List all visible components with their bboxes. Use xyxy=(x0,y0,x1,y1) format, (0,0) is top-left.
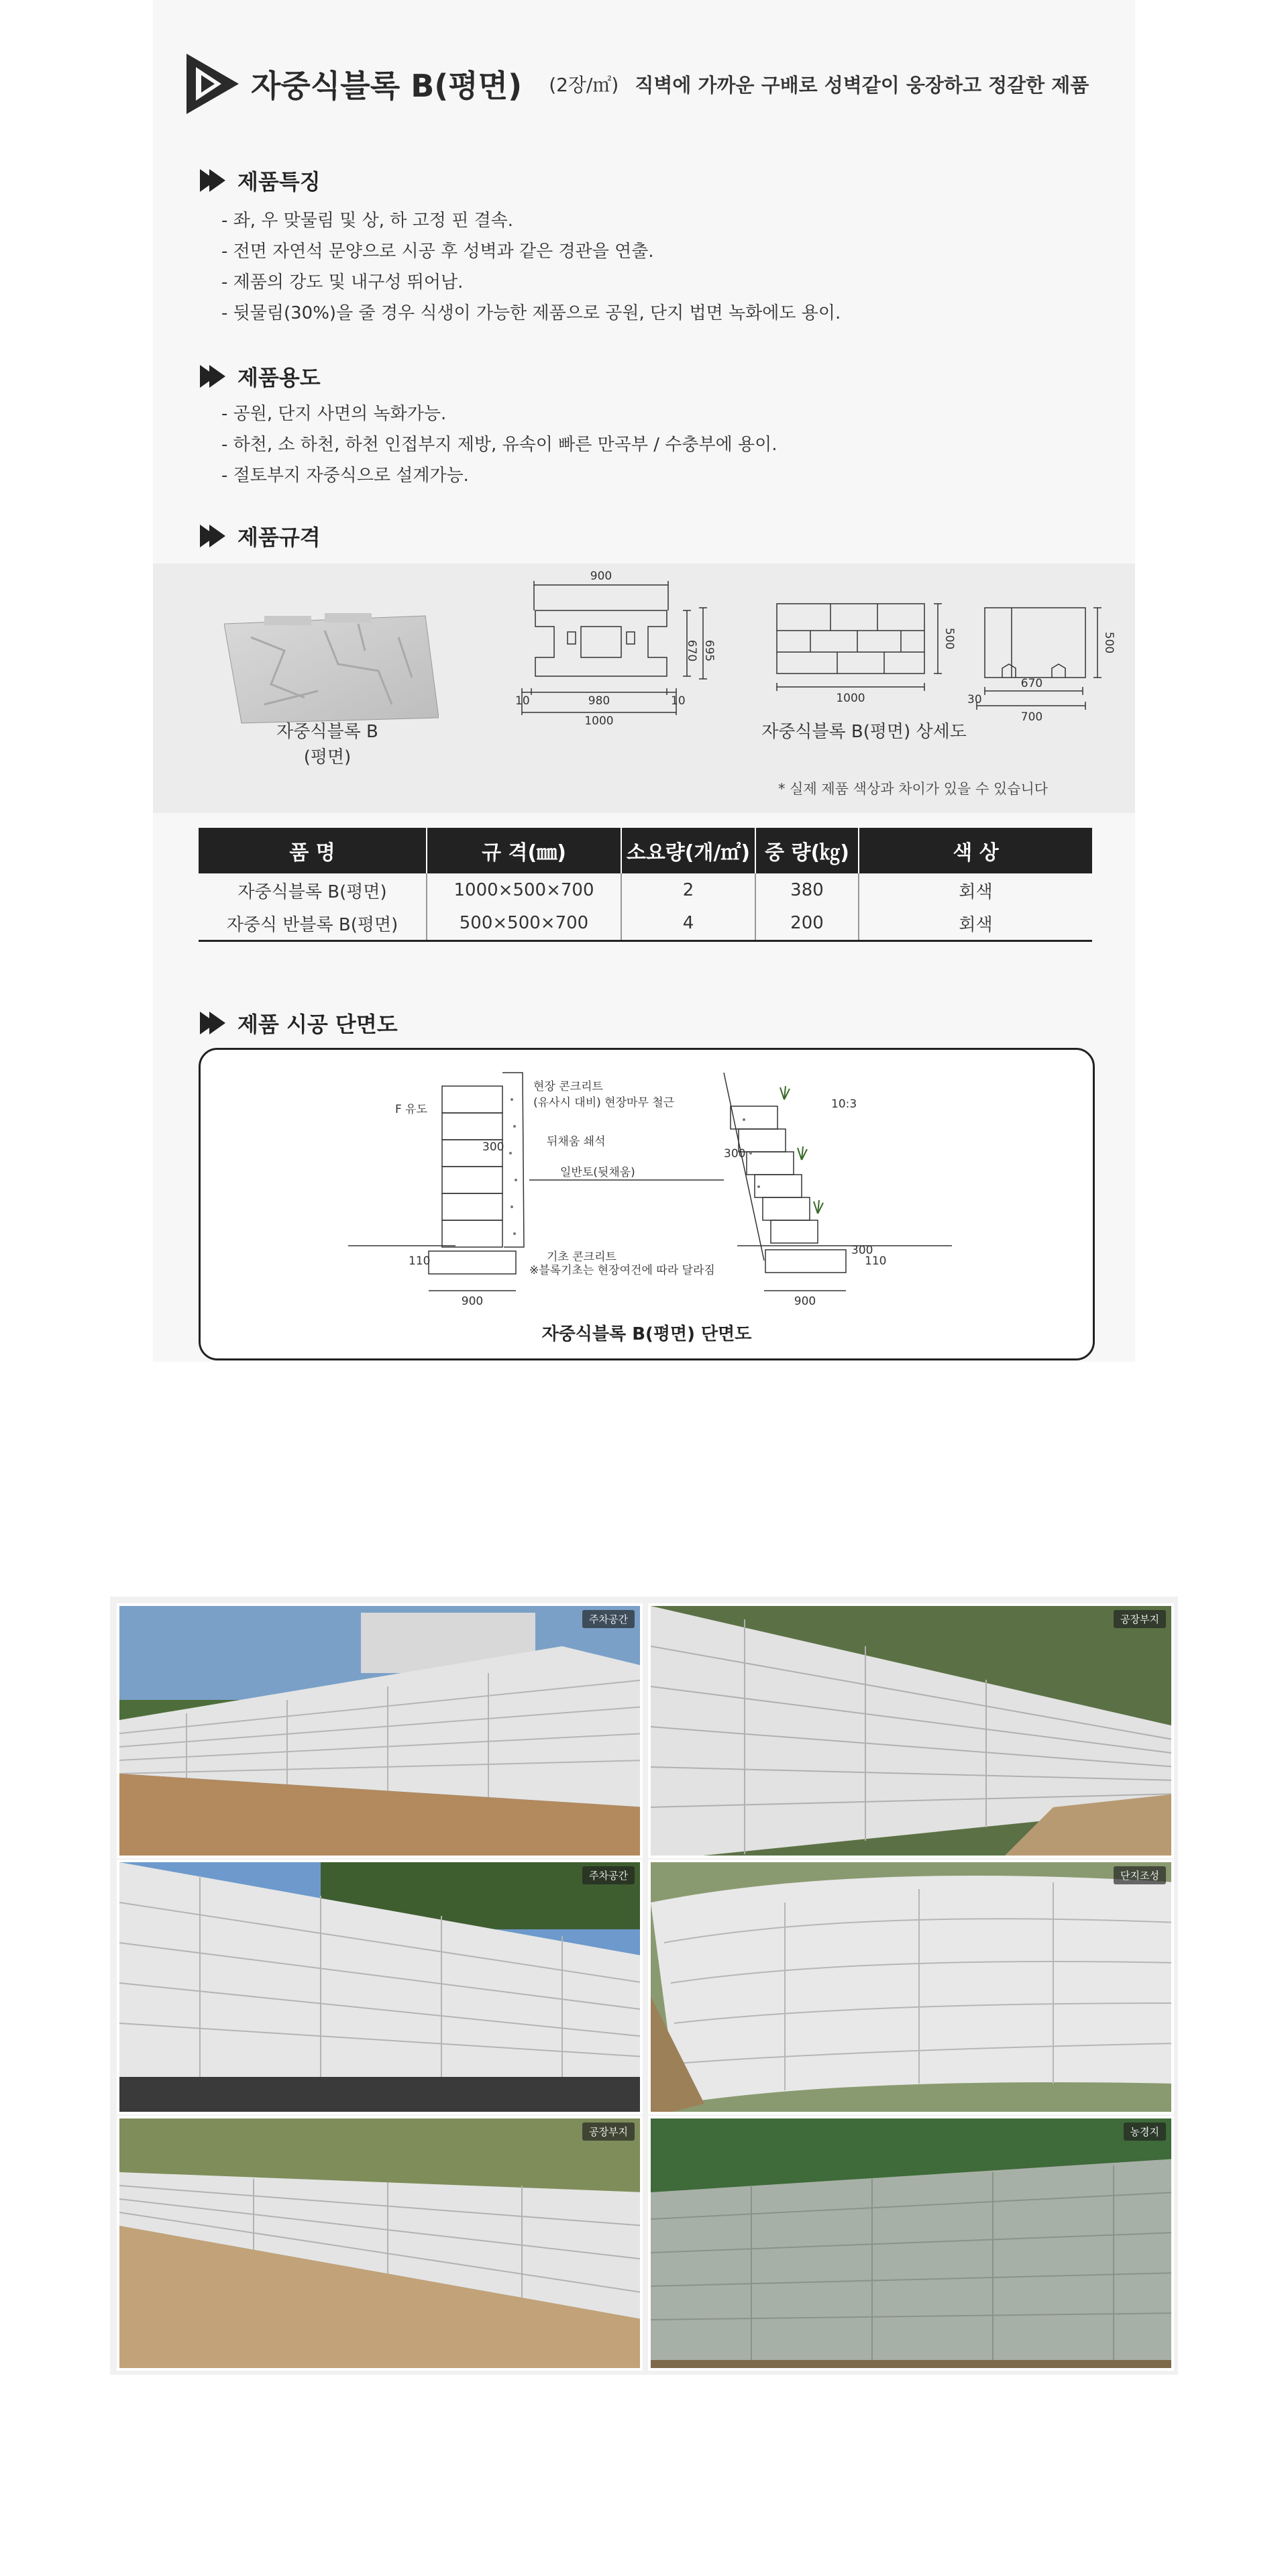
cross-section-drawing xyxy=(348,1059,952,1321)
svg-text:현장 콘크리트: 현장 콘크리트 xyxy=(533,1080,603,1093)
location-badge: 단지조성 xyxy=(1114,1866,1166,1884)
table-row xyxy=(199,873,1092,907)
location-badge: 주차공간 xyxy=(582,1866,635,1884)
svg-text:일반토(뒷채움): 일반토(뒷채움) xyxy=(560,1166,635,1179)
spec-heading xyxy=(200,521,321,551)
svg-text:500: 500 xyxy=(1102,631,1116,654)
page-title: 자중식블록 B(평면) xyxy=(251,68,523,104)
table-cell: 2 xyxy=(621,873,755,907)
svg-text:700: 700 xyxy=(1020,710,1043,724)
gallery-photo-factory xyxy=(648,1603,1174,1858)
section-title: 제품특징 xyxy=(237,169,321,195)
svg-text:10:3: 10:3 xyxy=(831,1097,857,1111)
location-badge: 농경지 xyxy=(1124,2123,1166,2141)
table-row xyxy=(199,907,1092,941)
svg-text:980: 980 xyxy=(588,694,610,708)
svg-text:(유사시 대비) 현장마무 철근: (유사시 대비) 현장마무 철근 xyxy=(533,1096,675,1110)
svg-text:110: 110 xyxy=(865,1254,887,1268)
table-cell: 자중식 반블록 B(평면) xyxy=(199,907,427,941)
svg-text:기초 콘크리트: 기초 콘크리트 xyxy=(547,1250,616,1264)
svg-text:10: 10 xyxy=(515,694,530,708)
spec-note: * 실제 제품 색상과 차이가 있을 수 있습니다 xyxy=(778,781,1049,797)
product-caption: 자중식블록 B (평면) xyxy=(276,722,378,767)
usage-heading xyxy=(200,361,321,392)
section-caption: 자중식블록 B(평면) 단면도 xyxy=(541,1324,752,1344)
elevation-view-drawing xyxy=(757,590,971,724)
retaining-wall-image xyxy=(119,1862,643,2114)
table-cell: 1000×500×700 xyxy=(427,873,621,907)
column-header: 색 상 xyxy=(859,828,1092,873)
svg-text:110: 110 xyxy=(409,1254,431,1268)
svg-text:1000: 1000 xyxy=(836,692,865,705)
list-item: - 제품의 강도 및 내구성 뛰어남. xyxy=(221,272,464,292)
list-item: - 전면 자연석 문양으로 시공 후 성벽과 같은 경관을 연출. xyxy=(221,241,654,262)
svg-text:670: 670 xyxy=(685,639,698,662)
retaining-wall-image xyxy=(651,1606,1174,1858)
gallery-photo-parking xyxy=(117,1603,643,1858)
table-cell: 자중식블록 B(평면) xyxy=(199,873,427,907)
svg-text:900: 900 xyxy=(794,1295,816,1308)
gallery-photo-farmland xyxy=(648,2116,1174,2371)
svg-text:300: 300 xyxy=(724,1147,746,1161)
svg-text:670: 670 xyxy=(1020,677,1043,690)
column-header: 소요량(개/㎡) xyxy=(621,828,755,873)
section-title: 제품규격 xyxy=(237,525,321,550)
features-list xyxy=(221,205,841,329)
section-arrow-icon xyxy=(200,1012,228,1034)
section-title: 제품 시공 단면도 xyxy=(237,1012,398,1037)
table-cell: 380 xyxy=(755,873,859,907)
list-item: - 뒷물림(30%)을 줄 경우 식생이 가능한 제품으로 공원, 단지 법면 녹화에도 용이. xyxy=(221,303,841,323)
table-header-row xyxy=(199,828,1092,873)
location-badge: 주차공간 xyxy=(582,1610,635,1628)
retaining-wall-image xyxy=(119,1606,643,1858)
svg-text:1000: 1000 xyxy=(584,714,614,728)
spec-drawings xyxy=(153,564,1135,813)
svg-text:300: 300 xyxy=(482,1140,504,1154)
svg-text:500: 500 xyxy=(943,627,956,650)
plan-view-drawing xyxy=(515,570,737,751)
table-cell: 500×500×700 xyxy=(427,907,621,941)
svg-text:10: 10 xyxy=(671,694,686,708)
section-arrow-icon xyxy=(200,365,228,388)
list-item: - 좌, 우 맞물림 및 상, 하 고정 핀 결속. xyxy=(221,211,514,231)
column-header: 규 격(㎜) xyxy=(427,828,621,873)
retaining-wall-image xyxy=(651,2118,1174,2371)
features-heading xyxy=(200,165,321,196)
column-header: 품 명 xyxy=(199,828,427,873)
list-item: - 하천, 소 하천, 하천 인접부지 제방, 유속이 빠른 만곡부 / 수충부에 용이. xyxy=(221,435,777,455)
table-cell: 회색 xyxy=(859,907,1092,941)
retaining-wall-image xyxy=(119,2118,643,2371)
svg-text:900: 900 xyxy=(590,570,612,583)
location-badge: 공장부지 xyxy=(1114,1610,1166,1628)
table-cell: 4 xyxy=(621,907,755,941)
table-cell: 200 xyxy=(755,907,859,941)
gallery-photo-factory-2 xyxy=(117,2116,643,2371)
side-view-drawing xyxy=(965,590,1119,738)
location-badge: 공장부지 xyxy=(582,2123,635,2141)
column-header: 중 량(㎏) xyxy=(755,828,859,873)
svg-text:뒤채움 쇄석: 뒤채움 쇄석 xyxy=(547,1135,606,1148)
tagline: 직벽에 가까운 구배로 성벽같이 웅장하고 정갈한 제품 xyxy=(635,73,1089,97)
section-arrow-icon xyxy=(200,169,228,192)
svg-text:300: 300 xyxy=(851,1244,873,1257)
unit-label: (2장/㎡) xyxy=(549,74,619,96)
spec-table xyxy=(199,828,1092,942)
usage-list xyxy=(221,398,777,491)
svg-text:F 유도: F 유도 xyxy=(395,1103,428,1116)
svg-text:695: 695 xyxy=(702,639,716,662)
page-header xyxy=(186,47,1126,121)
svg-text:※블록기초는 현장여건에 따라 달라짐: ※블록기초는 현장여건에 따라 달라짐 xyxy=(529,1264,715,1277)
gallery-photo-parking-2 xyxy=(117,1860,643,2114)
section-title: 제품용도 xyxy=(237,365,321,390)
gallery-photo-complex xyxy=(648,1860,1174,2114)
svg-text:900: 900 xyxy=(461,1295,484,1308)
svg-text:30: 30 xyxy=(967,693,982,706)
block-product-image xyxy=(224,610,439,724)
play-logo-icon xyxy=(186,54,239,114)
section-arrow-icon xyxy=(200,525,228,547)
list-item: - 공원, 단지 사면의 녹화가능. xyxy=(221,404,447,424)
section-drawing-box xyxy=(199,1048,1095,1360)
retaining-wall-image xyxy=(651,1862,1174,2114)
table-cell: 회색 xyxy=(959,881,993,902)
list-item: - 절토부지 자중식으로 설계가능. xyxy=(221,466,469,486)
photo-gallery xyxy=(110,1597,1178,2375)
detail-caption: 자중식블록 B(평면) 상세도 xyxy=(761,722,967,742)
section-heading xyxy=(200,1008,398,1038)
